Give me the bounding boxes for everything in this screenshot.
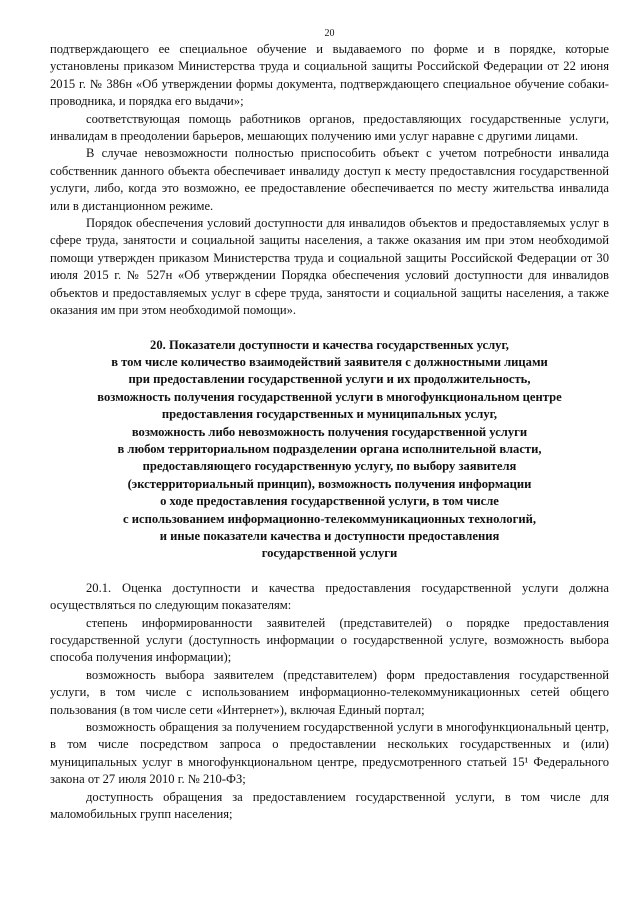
- section-20-title: [50, 337, 609, 563]
- section-title-line: предоставления государственных и муниципальных услуг,: [161, 407, 498, 422]
- paragraph-assistance: соответствующая помощь работников органов, предоставляющих государственные услуги, инвалидам в преодолении барьеров, мешающих получению ими услуг наравне с другими лицами.: [50, 111, 609, 144]
- section-title-line: в том числе количество взаимодействий заявителя с должностными лицами: [111, 354, 548, 369]
- section-title-line: в любом территориальном подразделении органа исполнительной власти,: [117, 441, 542, 456]
- list-item-informedness: степень информированности заявителей (представителей) о порядке предоставления государственной услуги (доступность информации о государственной услуге, возможность выбора способа получения информации);: [50, 615, 609, 665]
- paragraph-continuation: подтверждающего ее специальное обучение и выдаваемого по форме и в порядке, которые установлены приказом Министерства труда и социальной защиты Российской Федерации от 22 июня 2015 г. № 386н «Об утверждении формы документа, подтверждающего специальное обучение собаки-проводника, и порядка его выдачи»;: [50, 42, 609, 109]
- section-title-line: о ходе предоставления государственной услуги, в том числе: [160, 494, 499, 509]
- section-title-line: возможность либо невозможность получения государственной услуги: [131, 424, 528, 439]
- section-title-line: предоставляющего государственную услугу, по выбору заявителя: [142, 459, 517, 474]
- section-title-line: возможность получения государственной услуги в многофункциональном центре: [97, 389, 562, 404]
- section-title-line: и иные показатели качества и доступности предоставления: [159, 528, 500, 543]
- section-title-line: с использованием информационно-телекоммуникационных технологий,: [123, 511, 536, 526]
- paragraph-procedure: Порядок обеспечения условий доступности для инвалидов объектов и предоставляемых услуг в сфере труда, занятости и социальной защиты населения, а также оказания им при этом необходимой помощи утвержден приказом Министерства труда и социальной защиты Российской Федерации от 30 июля 2015 г. № 527н «Об утверждении Порядка обеспечения условий доступности для инвалидов объектов и предоставляемых услуг в сфере труда, занятости и социальной защиты населения, а также оказания им при этом необходимой помощи».: [50, 216, 609, 318]
- section-title-line: 20. Показатели доступности и качества государственных услуг,: [150, 337, 509, 352]
- list-item-form-choice: возможность выбора заявителем (представителем) форм предоставления государственной услуги, в том числе с использованием информационно-телекоммуникационных сетей общего пользования (в том числе сети «Интернет»), включая Единый портал;: [50, 667, 609, 717]
- section-title-line: при предоставлении государственной услуги и их продолжительность,: [128, 372, 531, 387]
- page-number: 20: [324, 28, 335, 39]
- list-item-accessibility: доступность обращения за предоставлением государственной услуги, в том числе для маломобильных групп населения;: [50, 789, 609, 822]
- paragraph-20-1: 20.1. Оценка доступности и качества предоставления государственной услуги должна осуществляться по следующим показателям:: [50, 580, 609, 613]
- paragraph-impossibility: В случае невозможности полностью приспособить объект с учетом потребности инвалида собственник данного объекта обеспечивает инвалиду доступ к месту предоставлсния государственной услуги, либо, когда это возможно, ее предоставление обеспечивается по месту жительства инвалида или в дистанционном режиме.: [50, 146, 609, 213]
- section-title-line: (экстерриториальный принцип), возможность получения информации: [127, 476, 532, 491]
- list-item-mfc: возможность обращения за получением государственной услуги в многофункциональный центр, в том числе посредством запроса о предоставлении нескольких государственных и (или) муниципальных услуг в многофункциональном центре, предусмотренного статьей 15¹ Федерального закона от 27 июля 2010 г. № 210-ФЗ;: [50, 720, 609, 787]
- section-title-line: государственной услуги: [261, 546, 398, 561]
